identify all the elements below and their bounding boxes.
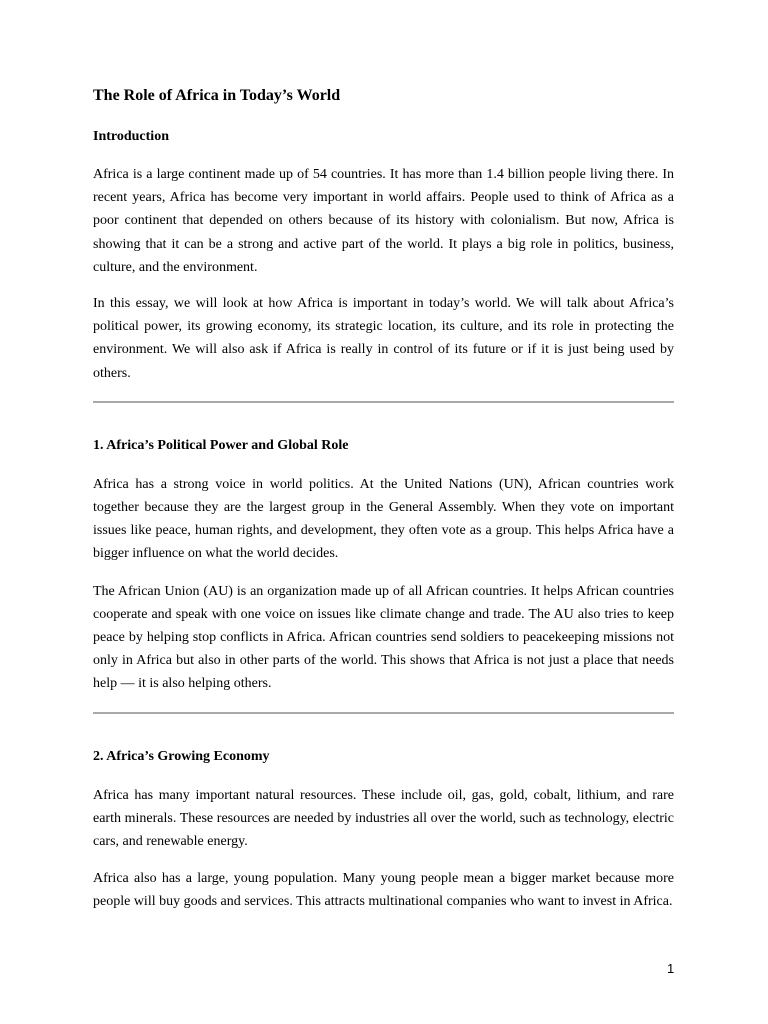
section-heading: 1. Africa’s Political Power and Global Role <box>93 437 349 453</box>
paragraph: Africa has many important natural resources. These include oil, gas, gold, cobalt, lithium, and rare earth minerals. These resources are needed by industries all over the world, such as technology, electric cars, and renewable energy. <box>93 787 674 850</box>
page-number: 1 <box>667 961 675 976</box>
section-divider <box>93 712 674 714</box>
document-title: The Role of Africa in Today’s World <box>93 87 341 104</box>
paragraph: Africa has a strong voice in world politics. At the United Nations (UN), African countries work together because they are the largest group in the General Assembly. When they vote on important issues like peace, human rights, and development, they often vote as a group. This helps Africa have a bigger influence on what the world decides. <box>93 476 674 562</box>
section-economy <box>93 748 674 914</box>
section-political-power <box>93 437 674 696</box>
section-introduction <box>93 128 674 385</box>
paragraph: The African Union (AU) is an organization made up of all African countries. It helps African countries cooperate and speak with one voice on issues like climate change and trade. The AU also tries to keep peace by helping stop conflicts in Africa. African countries send soldiers to peacekeeping missions not only in Africa but also in other parts of the world. This shows that Africa is not just a place that needs help — it is also helping others. <box>93 583 674 692</box>
section-heading: Introduction <box>93 129 169 144</box>
paragraph: In this essay, we will look at how Africa is important in today’s world. We will talk about Africa’s political power, its growing economy, its strategic location, its culture, and its role in protecting the environment. We will also ask if Africa is really in control of its future or if it is just being used by others. <box>93 296 674 381</box>
paragraph: Africa also has a large, young population. Many young people mean a bigger market because more people will buy goods and services. This attracts multinational companies who want to invest in Africa. <box>93 871 674 910</box>
section-divider <box>93 401 674 403</box>
section-heading: 2. Africa’s Growing Economy <box>93 748 270 764</box>
document-page <box>93 86 674 914</box>
paragraph: Africa is a large continent made up of 54 countries. It has more than 1.4 billion people living there. In recent years, Africa has become very important in world affairs. People used to think of Africa as a poor continent that depended on others because of its history with colonialism. But now, Africa is showing that it can be a strong and active part of the world. It plays a big role in politics, business, culture, and the environment. <box>93 167 674 275</box>
